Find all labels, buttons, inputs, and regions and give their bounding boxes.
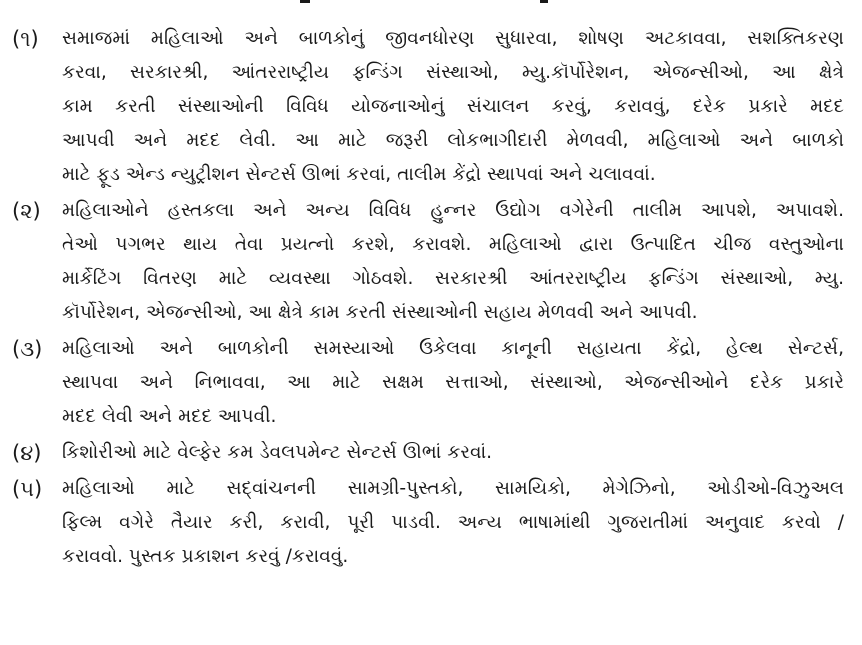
text-line: સમાજમાં મહિલાઓ અને બાળકોનું જીવનધોરણ સુધારવા, શોષણ અટકાવવા, સશક્તિકરણ	[62, 28, 844, 49]
text-line: કિશોરીઓ માટે વેલ્ફેર કમ ડેવલપમેન્ટ સેન્ટર્સ ઊભાં કરવાં.	[62, 442, 493, 463]
item-number: (૧)	[12, 27, 39, 51]
item-number: (૪)	[12, 441, 42, 465]
list-item	[0, 332, 862, 434]
text-line: મદદ લેવી અને મદદ આપવી.	[62, 406, 277, 427]
list-item	[0, 22, 862, 192]
objectives-list	[0, 22, 862, 576]
text-line: આપવી અને મદદ લેવી. આ માટે જરૂરી લોકભાગીદારી મેળવવી, મહિલાઓ અને બાળકો	[62, 130, 844, 151]
item-number: (૫)	[12, 477, 43, 501]
list-item	[0, 436, 862, 470]
text-line: કૉર્પોરેશન, એજન્સીઓ, આ ક્ષેત્રે કામ કરતી સંસ્થાઓની સહાય મેળવવી અને આપવી.	[62, 302, 698, 323]
text-line: ફિલ્મ વગેરે તૈયાર કરી, કરાવી, પૂરી પાડવી. અન્ય ભાષામાંથી ગુજરાતીમાં અનુવાદ કરવો /	[62, 512, 844, 533]
list-item	[0, 472, 862, 574]
text-line: કરાવવો. પુસ્તક પ્રકાશન કરવું /કરાવવું.	[62, 546, 349, 567]
text-line: કામ કરતી સંસ્થાઓની વિવિધ યોજનાઓનું સંચાલન કરવું, કરાવવું, દરેક પ્રકારે મદદ	[62, 96, 844, 117]
text-line: તેઓ પગભર થાય તેવા પ્રયત્નો કરશે, કરાવશે. મહિલાઓ દ્વારા ઉત્પાદિત ચીજ વસ્તુઓના	[62, 234, 844, 255]
cropped-text-fragment	[0, 0, 862, 8]
text-line: કરવા, સરકારશ્રી, આંતરરાષ્ટ્રીય ફન્ડિંગ સંસ્થાઓ, મ્યુ.કૉર્પોરેશન, એજન્સીઓ, આ ક્ષેત્રે	[62, 62, 844, 83]
text-line: મહિલાઓ અને બાળકોની સમસ્યાઓ ઉકેલવા કાનૂની સહાયતા કેંદ્રો, હેલ્થ સેન્ટર્સ,	[62, 338, 844, 359]
item-number: (૨)	[12, 199, 41, 223]
text-line: મહિલાઓને હસ્તકલા અને અન્ય વિવિધ હુન્નર ઉદ્યોગ વગેરેની તાલીમ આપશે, અપાવશે.	[62, 200, 844, 221]
text-line: માટે ફૂડ એન્ડ ન્યુટ્રીશન સેન્ટર્સ ઊભાં કરવાં, તાલીમ કેંદ્રો સ્થાપવાં અને ચલાવવાં.	[62, 164, 656, 185]
text-line: સ્થાપવા અને નિભાવવા, આ માટે સક્ષમ સત્તાઓ, સંસ્થાઓ, એજન્સીઓને દરેક પ્રકારે	[62, 372, 844, 393]
list-item	[0, 194, 862, 330]
text-line: મહિલાઓ માટે સદ્‌વાંચનની સામગ્રી-પુસ્તકો, સામયિકો, મેગેઝિનો, ઓડીઓ-વિઝુઅલ	[62, 478, 844, 499]
text-line: માર્કેટિંગ વિતરણ માટે વ્યવસ્થા ગોઠવશે. સરકારશ્રી આંતરરાષ્ટ્રીય ફન્ડિંગ સંસ્થાઓ, મ્યુ.	[62, 268, 844, 289]
item-number: (૩)	[12, 337, 43, 361]
